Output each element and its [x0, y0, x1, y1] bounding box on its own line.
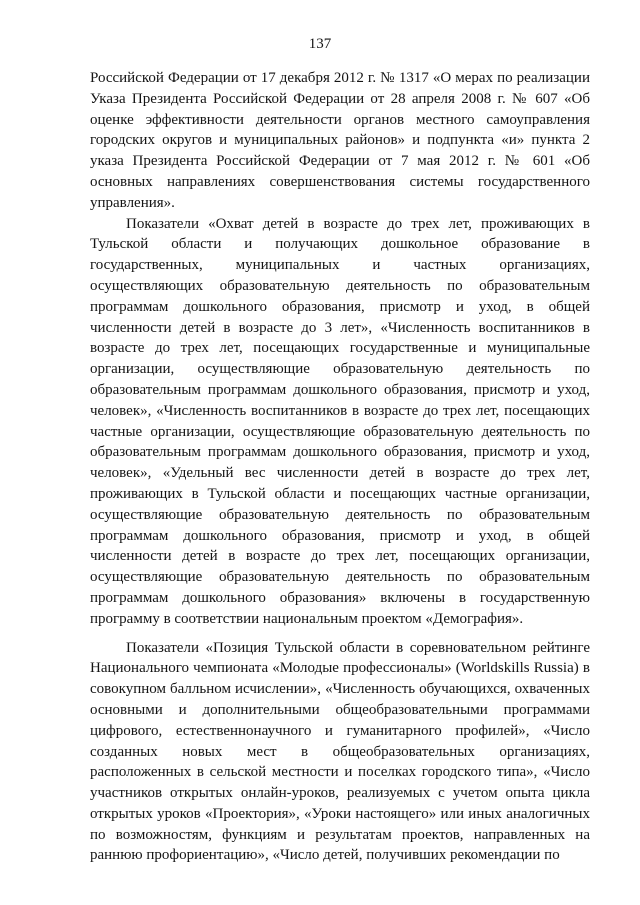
paragraph-1-continuation: Российской Федерации от 17 декабря 2012 г. № 1317 «О мерах по реализации Указа Президента Российской Федерации от 28 апреля 2008 г. № 607 «Об оценке эффективности деятельности органов местного самоуправления городских округов и муниципальных районов» и подпункта «и» пункта 2 указа Президента Российской Федерации от 7 мая 2012 г. № 601 «Об основных направлениях совершенствования системы государственного управления». [90, 70, 590, 211]
paragraph-3-worldskills-indicators: Показатели «Позиция Тульской области в соревновательном рейтинге Национального чемпионата «Молодые профессионалы» (Worldskills Russia) в совокупном балльном исчислении», «Численность обучающихся, охваченных основными и дополнительными общеобразовательными программами цифрового, естественнонаучного и гуманитарного профилей», «Число созданных новых мест в общеобразовательных организациях, расположенных в сельской местности и поселках городского типа», «Число участников открытых онлайн-уроков, реализуемых с учетом опыта цикла открытых уроков «Проектория», «Уроки настоящего» или иных аналогичных по возможностям, функциям и результатам проектов, направленных на раннюю профориентацию», «Число детей, получивших рекомендации по [90, 639, 590, 864]
page-number: 137 [308, 36, 332, 52]
paragraph-2-preschool-indicators: Показатели «Охват детей в возрасте до трех лет, проживающих в Тульской области и получающих дошкольное образование в государственных, муниципальных и частных организациях, осуществляющих образовательную деятельность по образовательным программам дошкольного образования, присмотр и уход, в общей численности детей в возрасте до 3 лет», «Численность воспитанников в возрасте до трех лет, посещающих государственные и муниципальные организации, осуществляющие образовательную деятельность по образовательным программам дошкольного образования, присмотр и уход, человек», «Численность воспитанников в возрасте до трех лет, посещающих частные организации, осуществляющие образовательную деятельность по образовательным программам дошкольного образования, присмотр и уход, человек», «Удельный вес численности детей в возрасте до трех лет, проживающих в Тульской области и посещающих частные организации, осуществляющие образовательную деятельность по образовательным программам дошкольного образования, присмотр и уход, в общей численности детей в возрасте до трех лет, посещающих организации, осуществляющие образовательную деятельность по образовательным программам дошкольного образования» включены в государственную программу в соответствии национальным проектом «Демография». [90, 215, 590, 627]
body-text [90, 68, 590, 866]
